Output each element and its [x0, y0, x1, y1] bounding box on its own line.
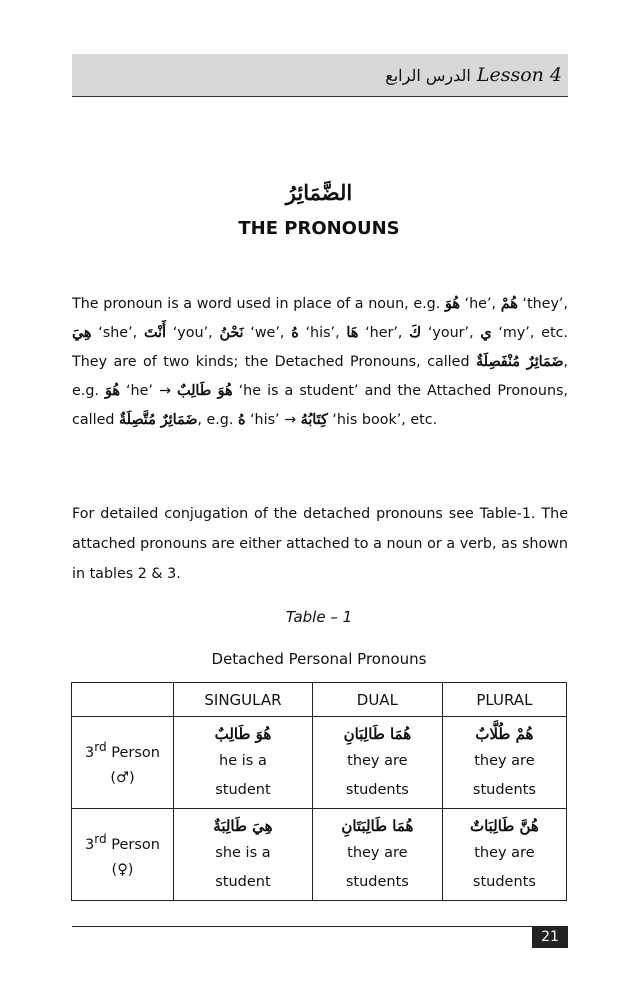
column-header-singular: SINGULAR	[174, 683, 313, 717]
intro-text: ‘she’,	[91, 325, 144, 341]
translation-line: they are	[347, 752, 408, 769]
translation-line: student	[215, 781, 271, 798]
intro-text: , e.g.	[72, 354, 568, 399]
arabic-term: هُ	[291, 325, 299, 341]
translation-line: students	[472, 781, 536, 798]
person-ordinal: rd	[94, 739, 107, 754]
person-number: 3	[85, 744, 95, 761]
arabic-term: هَا	[346, 325, 359, 341]
intro-paragraph	[72, 290, 568, 435]
table-cell	[442, 809, 566, 901]
person-label	[72, 826, 173, 858]
translation-line: he is a	[219, 752, 267, 769]
person-label	[72, 734, 173, 766]
translation-line: they are	[347, 844, 408, 861]
arabic-phrase: هُنَّ طَالِبَاتٌ	[469, 816, 539, 835]
intro-text: ‘his’,	[298, 325, 347, 341]
table-cell	[312, 809, 442, 901]
person-number: 3	[85, 836, 95, 853]
person-ordinal: rd	[94, 831, 107, 846]
intro-text: ‘they’,	[517, 296, 568, 312]
table-row	[72, 809, 567, 901]
translation-line: students	[345, 781, 409, 798]
column-header-plural: PLURAL	[442, 683, 566, 717]
arabic-term: هُمْ	[500, 296, 518, 312]
lesson-header	[72, 54, 568, 97]
intro-text: ‘my’, etc. They are of two kinds; the Detached Pronouns, called	[72, 325, 568, 370]
intro-text: ‘you’,	[165, 325, 220, 341]
column-header-dual: DUAL	[312, 683, 442, 717]
arabic-term: هُوَ طَالِبٌ	[177, 383, 233, 399]
intro-text: The pronoun is a word used in place of a noun, e.g.	[72, 296, 445, 312]
table-header-row	[72, 683, 567, 717]
translation-line: they are	[474, 752, 535, 769]
page-title-english: THE PRONOUNS	[238, 218, 400, 239]
lesson-title-english: Lesson 4	[476, 64, 562, 86]
lesson-heading	[385, 64, 562, 86]
row-header-masculine	[72, 717, 174, 809]
arabic-phrase: هُمَا طَالِبَتَانِ	[341, 816, 414, 835]
table-cell	[442, 717, 566, 809]
translation-line: they are	[474, 844, 535, 861]
gender-feminine-symbol: (♀)	[111, 862, 134, 879]
arabic-phrase: هُوَ طَالِبٌ	[214, 724, 272, 743]
arabic-term: هُ	[237, 412, 246, 428]
table-corner-cell	[72, 683, 174, 717]
pronoun-table	[71, 682, 567, 901]
intro-text: ‘his book’, etc.	[327, 412, 438, 428]
translation-line: student	[215, 873, 271, 890]
page-title-arabic: الضَّمَائِرُ	[285, 180, 353, 205]
person-word: Person	[106, 836, 160, 853]
translation-line: students	[345, 873, 409, 890]
intro-text: ‘his’ →	[245, 412, 301, 428]
arabic-phrase: هُمَا طَالِبَانِ	[343, 724, 412, 743]
intro-text: ‘her’,	[358, 325, 410, 341]
intro-text: , e.g.	[197, 412, 238, 428]
arabic-term: ي	[480, 325, 492, 341]
intro-text: ‘he’ →	[119, 383, 178, 399]
arabic-term: هُوَ	[444, 296, 460, 312]
arabic-term: هُوَ	[105, 383, 120, 399]
arabic-term: كِتَابُهُ	[300, 412, 328, 428]
arabic-term: ضَمَائِرٌ مُتَّصِلَةٌ	[118, 412, 198, 428]
footer-rule	[72, 926, 568, 927]
gender-masculine-symbol: (♂)	[110, 770, 135, 787]
intro-text: ‘your’,	[421, 325, 481, 341]
row-header-feminine	[72, 809, 174, 901]
person-word: Person	[106, 744, 160, 761]
arabic-term: هِيَ	[72, 325, 92, 341]
arabic-phrase: هُمْ طُلَّابٌ	[475, 724, 534, 743]
arabic-term: ضَمَائِرٌ مُنْفَصِلَةٌ	[475, 354, 564, 370]
lesson-title-arabic: الدرس الرابع	[385, 66, 471, 85]
table-reference-paragraph: For detailed conjugation of the detached pronouns see Table-1. The attached pronouns are either attached to a noun or a verb, as shown in tables 2 & 3.	[72, 506, 568, 582]
arabic-term: كَ	[409, 325, 422, 341]
intro-text: ‘we’,	[243, 325, 292, 341]
intro-text: ‘he’,	[459, 296, 501, 312]
arabic-phrase: هِيَ طَالِبَةٌ	[213, 816, 273, 835]
page-number: 21	[532, 926, 568, 948]
table-title: Detached Personal Pronouns	[211, 650, 427, 668]
arabic-term: أَنْتَ	[143, 325, 166, 341]
table-cell	[312, 717, 442, 809]
table-caption: Table – 1	[285, 608, 353, 626]
table-cell	[174, 809, 313, 901]
translation-line: students	[472, 873, 536, 890]
intro-text: ‘he is a student’ and the Attached Pronouns, called	[72, 383, 568, 428]
table-row	[72, 717, 567, 809]
arabic-term: نَحْنُ	[219, 325, 244, 341]
table-cell	[174, 717, 313, 809]
translation-line: she is a	[215, 844, 271, 861]
